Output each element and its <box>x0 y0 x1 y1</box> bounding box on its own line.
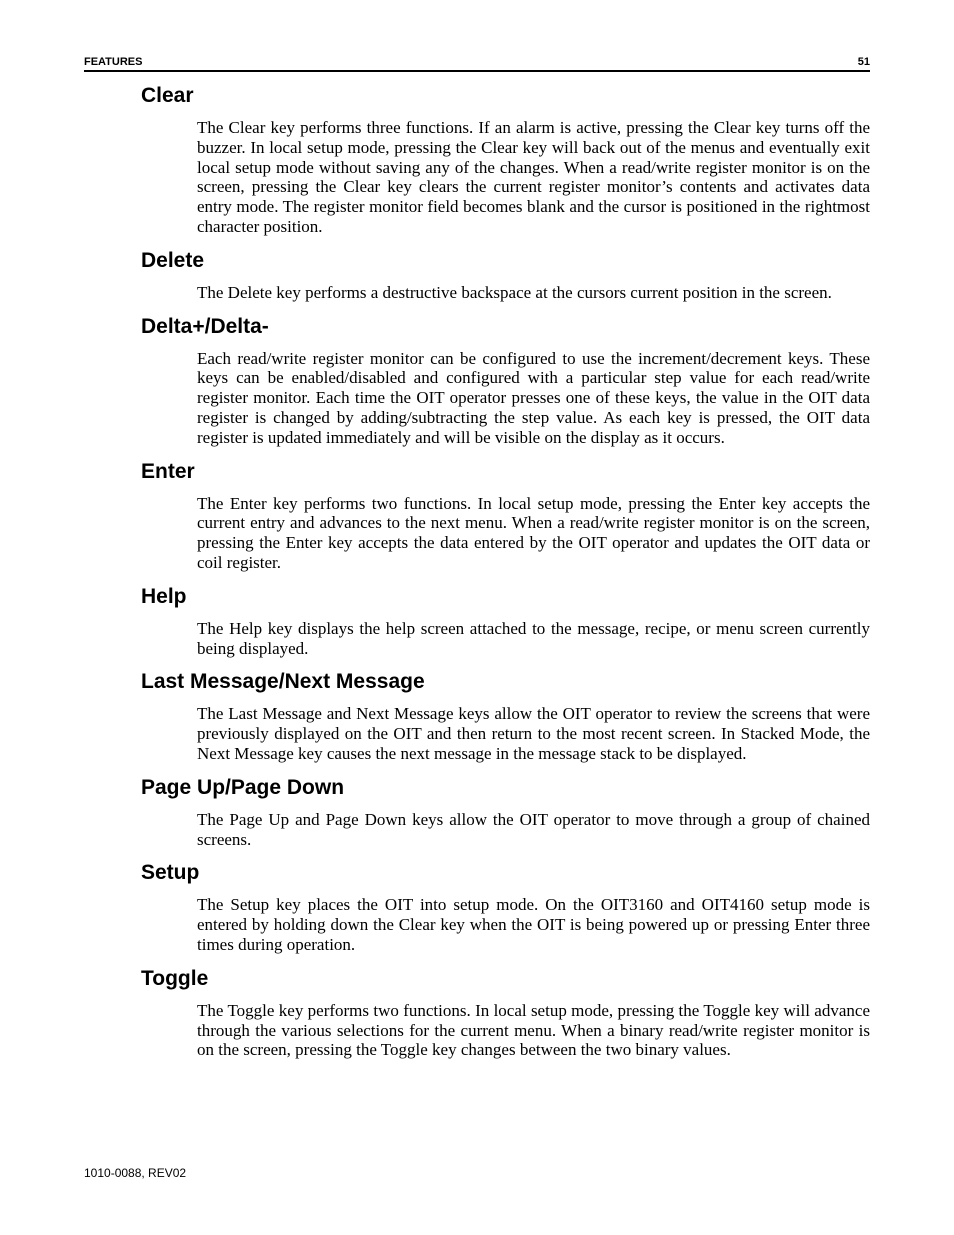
section-paragraph: The Toggle key performs two functions. In local setup mode, pressing the Toggle key will advance through the various selections for the current menu. When a binary read/write register monitor is on the screen, pressing the Toggle key changes between the two binary values. <box>197 1000 870 1060</box>
section-last-next-message <box>141 668 870 763</box>
section-paragraph: The Delete key performs a destructive backspace at the cursors current position in the screen. <box>197 282 832 302</box>
page-body <box>141 82 870 1070</box>
section-clear <box>141 82 870 237</box>
section-delta <box>141 313 870 448</box>
running-header <box>84 55 870 72</box>
section-enter <box>141 458 870 573</box>
section-paragraph: The Last Message and Next Message keys allow the OIT operator to review the screens that were previously displayed on the OIT and then return to the most recent screen. In Stacked Mode, the Next Message key causes the next message in the message stack to be displayed. <box>197 704 870 763</box>
section-paragraph: The Page Up and Page Down keys allow the OIT operator to move through a group of chained screens. <box>197 809 870 849</box>
section-toggle <box>141 965 870 1060</box>
section-setup <box>141 859 870 954</box>
section-paragraph: Each read/write register monitor can be configured to use the increment/decrement keys. These keys can be enabled/disabled and configured with a particular step value for each read/write register monitor. Each time the OIT operator presses one of these keys, the value in the OIT data register is changed by adding/subtracting the step value. As each key is pressed, the OIT data register is updated immediately and will be visible on the display as it occurs. <box>197 348 870 447</box>
footer-document-id: 1010-0088, REV02 <box>84 1166 187 1180</box>
section-heading: Delete <box>141 248 205 272</box>
section-delete <box>141 247 870 303</box>
section-heading: Clear <box>141 84 194 107</box>
section-paragraph: The Help key displays the help screen attached to the message, recipe, or menu screen currently being displayed. <box>197 618 870 658</box>
section-heading: Delta+/Delta- <box>141 314 269 338</box>
section-paragraph: The Clear key performs three functions. If an alarm is active, pressing the Clear key turns off the buzzer. In local setup mode, pressing the Clear key will back out of the menus and eventually exit local setup mode without saving any of the changes. When a read/write register monitor is on the screen, pressing the Clear key clears the current register monitor’s contents and activates data entry mode. The register monitor field becomes blank and the cursor is positioned in the rightmost character position. <box>197 118 870 236</box>
header-page-number: 51 <box>857 56 870 68</box>
section-heading: Enter <box>141 459 195 483</box>
section-heading: Toggle <box>141 966 209 990</box>
section-page-up-down <box>141 774 870 850</box>
section-heading: Setup <box>141 861 200 885</box>
page-footer <box>84 1166 186 1180</box>
section-heading: Last Message/Next Message <box>141 670 425 694</box>
section-paragraph: The Setup key places the OIT into setup mode. On the OIT3160 and OIT4160 setup mode is entered by holding down the Clear key when the OIT is being powered up or pressing Enter three times during operation. <box>197 895 870 954</box>
section-heading: Page Up/Page Down <box>141 775 345 799</box>
section-heading: Help <box>141 584 187 608</box>
section-paragraph: The Enter key performs two functions. In local setup mode, pressing the Enter key accepts the current entry and advances to the next menu. When a read/write register monitor is on the screen, pressing the Enter key accepts the data entered by the OIT operator and updates the OIT data or coil register. <box>197 493 870 572</box>
header-section-label: FEATURES <box>84 56 143 68</box>
section-help <box>141 583 870 659</box>
